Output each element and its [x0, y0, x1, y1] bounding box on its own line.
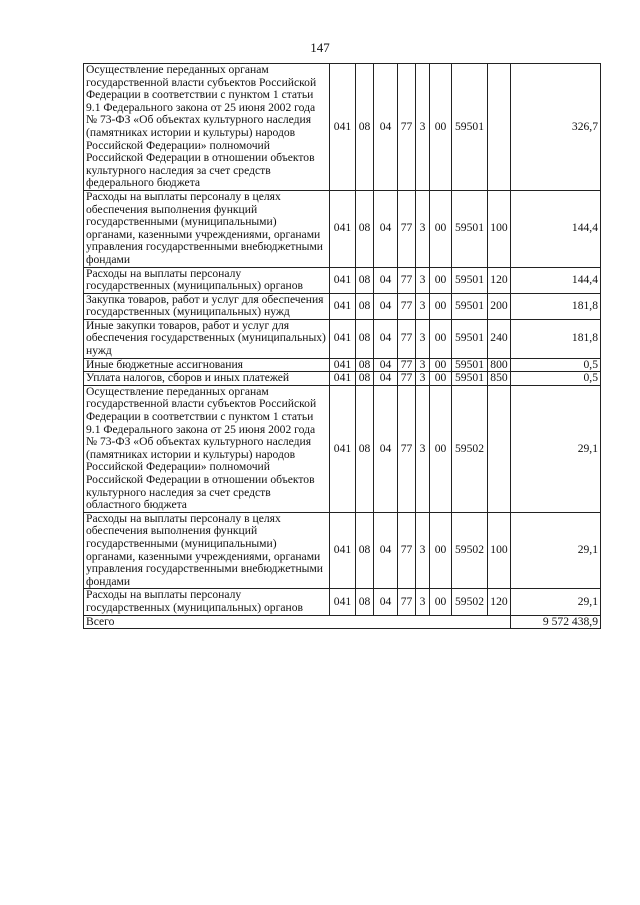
amount: 0,5	[511, 358, 601, 372]
amount: 29,1	[511, 589, 601, 615]
expense-type-code: 120	[488, 589, 511, 615]
program-code: 77	[398, 385, 416, 512]
admin-code: 041	[330, 512, 356, 589]
section-code: 08	[356, 190, 374, 267]
program-code: 77	[398, 319, 416, 358]
section-code: 08	[356, 64, 374, 191]
admin-code: 041	[330, 589, 356, 615]
program-code: 77	[398, 512, 416, 589]
direction-code: 59502	[452, 385, 488, 512]
subprogram-code: 3	[416, 589, 430, 615]
subsection-code: 04	[374, 190, 398, 267]
activity-code: 00	[430, 385, 452, 512]
section-code: 08	[356, 385, 374, 512]
subsection-code: 04	[374, 319, 398, 358]
direction-code: 59502	[452, 589, 488, 615]
subprogram-code: 3	[416, 512, 430, 589]
subsection-code: 04	[374, 385, 398, 512]
direction-code: 59501	[452, 319, 488, 358]
amount: 144,4	[511, 267, 601, 293]
direction-code: 59502	[452, 512, 488, 589]
admin-code: 041	[330, 358, 356, 372]
subsection-code: 04	[374, 267, 398, 293]
section-code: 08	[356, 372, 374, 386]
expense-type-code: 850	[488, 372, 511, 386]
budget-table	[83, 63, 601, 629]
subprogram-code: 3	[416, 64, 430, 191]
amount: 144,4	[511, 190, 601, 267]
admin-code: 041	[330, 190, 356, 267]
total-amount: 9 572 438,9	[511, 615, 601, 629]
expense-type-code	[488, 385, 511, 512]
expense-type-code: 200	[488, 293, 511, 319]
table-row	[84, 190, 601, 267]
subprogram-code: 3	[416, 372, 430, 386]
direction-code: 59501	[452, 372, 488, 386]
amount: 29,1	[511, 512, 601, 589]
subprogram-code: 3	[416, 293, 430, 319]
activity-code: 00	[430, 64, 452, 191]
table-row	[84, 293, 601, 319]
row-description: Осуществление переданных органам государственной власти субъектов Российской Федерации в соответствии с пунктом 1 статьи 9.1 Федерального закона от 25 июня 2002 года № 73-ФЗ «Об объектах культурного наследия (памятниках истории и культуры) народов Российской Федерации» полномочий Российской Федерации в отношении объектов культурного наследия за счет средств федерального бюджета	[84, 64, 330, 191]
subsection-code: 04	[374, 358, 398, 372]
subprogram-code: 3	[416, 190, 430, 267]
row-description: Уплата налогов, сборов и иных платежей	[84, 372, 330, 386]
direction-code: 59501	[452, 267, 488, 293]
subsection-code: 04	[374, 293, 398, 319]
section-code: 08	[356, 267, 374, 293]
section-code: 08	[356, 358, 374, 372]
admin-code: 041	[330, 267, 356, 293]
admin-code: 041	[330, 64, 356, 191]
direction-code: 59501	[452, 190, 488, 267]
section-code: 08	[356, 512, 374, 589]
row-description: Расходы на выплаты персоналу государственных (муниципальных) органов	[84, 589, 330, 615]
amount: 0,5	[511, 372, 601, 386]
admin-code: 041	[330, 385, 356, 512]
section-code: 08	[356, 319, 374, 358]
admin-code: 041	[330, 372, 356, 386]
expense-type-code: 800	[488, 358, 511, 372]
section-code: 08	[356, 589, 374, 615]
page-number: 147	[310, 40, 330, 55]
row-description: Расходы на выплаты персоналу в целях обеспечения выполнения функций государственными (муниципальными) органами, казенными учреждениями, органами управления государственными внебюджетными фондами	[84, 512, 330, 589]
activity-code: 00	[430, 293, 452, 319]
activity-code: 00	[430, 589, 452, 615]
subsection-code: 04	[374, 512, 398, 589]
activity-code: 00	[430, 512, 452, 589]
table-row	[84, 64, 601, 191]
program-code: 77	[398, 293, 416, 319]
program-code: 77	[398, 190, 416, 267]
expense-type-code: 120	[488, 267, 511, 293]
subprogram-code: 3	[416, 319, 430, 358]
table-row	[84, 372, 601, 386]
row-description: Расходы на выплаты персоналу государственных (муниципальных) органов	[84, 267, 330, 293]
activity-code: 00	[430, 267, 452, 293]
row-description: Иные закупки товаров, работ и услуг для обеспечения государственных (муниципальных) нужд	[84, 319, 330, 358]
row-description: Осуществление переданных органам государственной власти субъектов Российской Федерации в соответствии с пунктом 1 статьи 9.1 Федерального закона от 25 июня 2002 года № 73-ФЗ «Об объектах культурного наследия (памятниках истории и культуры) народов Российской Федерации» полномочий Российской Федерации в отношении объектов культурного наследия за счет средств областного бюджета	[84, 385, 330, 512]
subprogram-code: 3	[416, 358, 430, 372]
amount: 326,7	[511, 64, 601, 191]
amount: 29,1	[511, 385, 601, 512]
amount: 181,8	[511, 293, 601, 319]
activity-code: 00	[430, 358, 452, 372]
subsection-code: 04	[374, 372, 398, 386]
direction-code: 59501	[452, 358, 488, 372]
expense-type-code: 240	[488, 319, 511, 358]
row-description: Иные бюджетные ассигнования	[84, 358, 330, 372]
activity-code: 00	[430, 190, 452, 267]
activity-code: 00	[430, 319, 452, 358]
table-row	[84, 512, 601, 589]
expense-type-code: 100	[488, 190, 511, 267]
total-row	[84, 615, 601, 629]
subsection-code: 04	[374, 589, 398, 615]
program-code: 77	[398, 372, 416, 386]
program-code: 77	[398, 267, 416, 293]
table-row	[84, 358, 601, 372]
subsection-code: 04	[374, 64, 398, 191]
program-code: 77	[398, 358, 416, 372]
program-code: 77	[398, 64, 416, 191]
subprogram-code: 3	[416, 267, 430, 293]
table-row	[84, 589, 601, 615]
table-row	[84, 385, 601, 512]
total-label: Всего	[84, 615, 511, 629]
program-code: 77	[398, 589, 416, 615]
admin-code: 041	[330, 319, 356, 358]
subprogram-code: 3	[416, 385, 430, 512]
activity-code: 00	[430, 372, 452, 386]
row-description: Расходы на выплаты персоналу в целях обеспечения выполнения функций государственными (муниципальными) органами, казенными учреждениями, органами управления государственными внебюджетными фондами	[84, 190, 330, 267]
table-row	[84, 267, 601, 293]
expense-type-code	[488, 64, 511, 191]
table-row	[84, 319, 601, 358]
expense-type-code: 100	[488, 512, 511, 589]
admin-code: 041	[330, 293, 356, 319]
amount: 181,8	[511, 319, 601, 358]
row-description: Закупка товаров, работ и услуг для обеспечения государственных (муниципальных) нужд	[84, 293, 330, 319]
budget-table-body	[84, 64, 601, 629]
section-code: 08	[356, 293, 374, 319]
direction-code: 59501	[452, 293, 488, 319]
direction-code: 59501	[452, 64, 488, 191]
